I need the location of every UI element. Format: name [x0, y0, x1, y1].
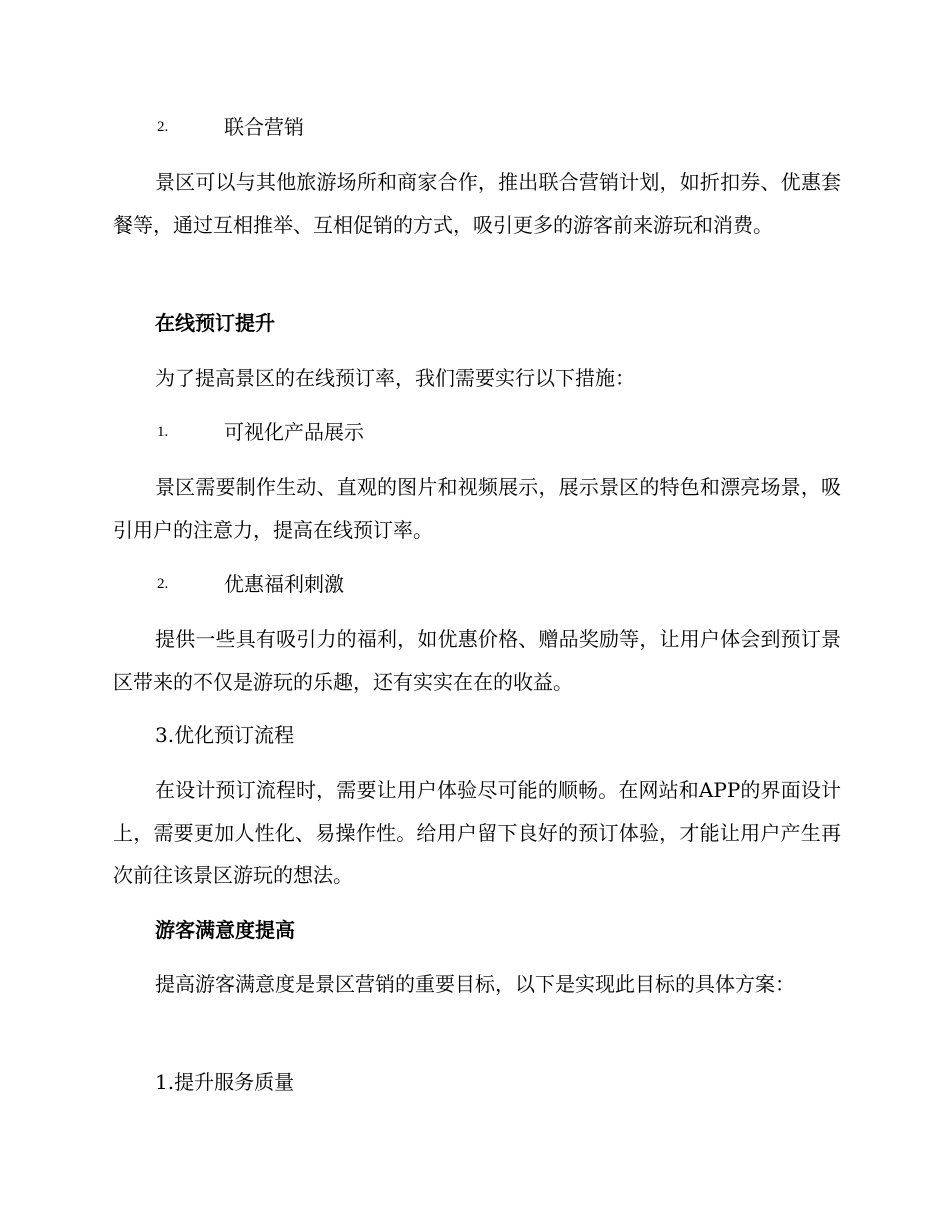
paragraph-process: 在设计预订流程时，需要让用户体验尽可能的顺畅。在网站和APP的界面设计上，需要更加人性化、易操作性。给用户留下良好的预订体验，才能让用户产生再次前往该景区游玩的想法。 [113, 778, 841, 887]
list-item-title: 可视化产品展示 [224, 420, 364, 444]
list-item-title: 联合营销 [224, 115, 304, 139]
paragraph-satisfaction: 提高游客满意度是景区营销的重要目标，以下是实现此目标的具体方案： [155, 972, 795, 996]
paragraph-benefits: 提供一些具有吸引力的福利，如优惠价格、赠品奖励等，让用户体会到预订景区带来的不仅是游玩的乐趣，还有实实在在的收益。 [113, 627, 841, 694]
section-heading: 在线预订提升 [155, 311, 275, 335]
list-number: 1. [157, 424, 169, 440]
list-item-title: 1.提升服务质量 [155, 1070, 295, 1094]
paragraph-joint-marketing: 景区可以与其他旅游场所和商家合作，推出联合营销计划，如折扣券、优惠套餐等，通过互相推举、互相促销的方式，吸引更多的游客前来游玩和消费。 [113, 170, 841, 237]
list-number: 2. [157, 576, 169, 592]
list-item-title: 优惠福利刺激 [224, 572, 344, 596]
list-item-title: 3.优化预订流程 [155, 723, 295, 747]
list-number: 2. [157, 119, 169, 135]
paragraph-visual: 景区需要制作生动、直观的图片和视频展示，展示景区的特色和漂亮场景，吸引用户的注意力，提高在线预订率。 [113, 475, 841, 542]
paragraph-online-intro: 为了提高景区的在线预订率，我们需要实行以下措施： [155, 366, 635, 390]
section-heading: 游客满意度提高 [155, 918, 295, 942]
